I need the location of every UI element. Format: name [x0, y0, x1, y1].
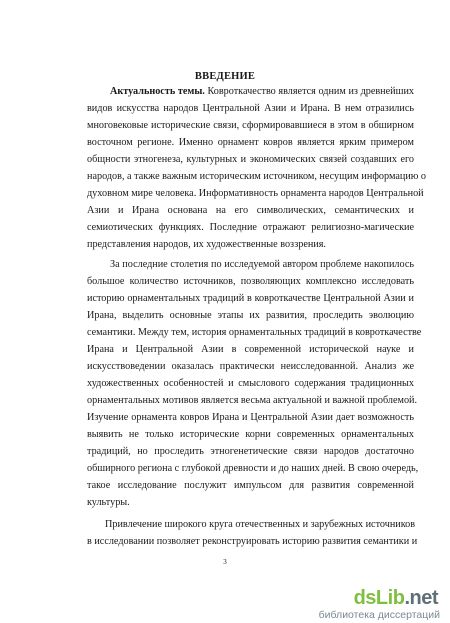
watermark-subtitle: библиотека диссертаций [318, 609, 440, 621]
page-number: 3 [223, 558, 227, 566]
watermark-logo [354, 587, 438, 610]
paragraph-line: такое исследование послужит импульсом для развития современной [87, 480, 414, 491]
line-text: Ковроткачество является одним из древнейших [204, 86, 415, 97]
paragraph-line: искусствоведении оказалась практически неисследованной. Анализ же [87, 361, 414, 372]
paragraph-line: народов, а также важным историческим источником, несущим информацию о [87, 171, 427, 182]
watermark-logo-dark: .net [404, 587, 438, 609]
paragraph-line: большое количество источников, позволяющих комплексно исследовать [87, 276, 414, 287]
watermark [276, 587, 446, 619]
paragraph-line: культуры. [87, 497, 130, 508]
paragraph-line: историю орнаментальных традиций в ковроткачестве Центральной Азии и [87, 293, 414, 304]
paragraph-line: Изучение орнамента ковров Ирана и Центральной Азии дает возможность [87, 412, 414, 423]
bold-lead: Актуальность темы. [110, 86, 205, 97]
paragraph-line: духовном мире человека. Информативность орнамента народов Центральной [87, 188, 424, 199]
paragraph-line: выявить не только исторические корни современных орнаментальных [87, 429, 414, 440]
section-heading: ВВЕДЕНИЕ [194, 71, 256, 82]
paragraph-line: орнаментальных мотивов является весьма актуальной и важной проблемой. [87, 395, 418, 406]
paragraph-line: Ирана, выделить основные этапы их развития, проследить эволюцию [87, 310, 414, 321]
paragraph-line: традиций, но проследить этногенетические связи народов достаточно [87, 446, 414, 457]
paragraph-line: Привлечение широкого круга отечественных и зарубежных источников [105, 519, 416, 530]
paragraph-line: многовековые исторические связи, сформировавшиеся в этом в обширном [87, 120, 414, 131]
paragraph-line: художественных особенностей и смыслового содержания традиционных [87, 378, 414, 389]
paragraph-line: обширного региона с глубокой древности и до наших дней. В свою очередь, [87, 463, 419, 474]
paragraph-line: общности этногенеза, культурных и экономических связей создавших его [87, 154, 414, 165]
paragraph-line: семиотических функциях. Последние отражают религиозно-магические [87, 222, 414, 233]
watermark-logo-green: dsLib [353, 587, 405, 609]
paragraph-line: За последние столетия по исследуемой автором проблеме накопилось [110, 259, 414, 270]
paragraph-line: Ирана и Центральной Азии в современной исторической науке и [87, 344, 414, 355]
paragraph-line: Азии и Ирана основана на его символических, семантических и [87, 205, 414, 216]
paragraph-line: восточном регионе. Именно орнамент ковров является ярким примером [87, 137, 414, 148]
paragraph-line: представления народов, их художественные воззрения. [87, 239, 326, 250]
paragraph-line: видов искусства народов Центральной Азии и Ирана. В нем отразились [87, 103, 414, 114]
paragraph-line: семантики. Между тем, история орнаментальных традиций в ковроткачестве [87, 327, 422, 338]
paragraph-line [110, 85, 414, 99]
paragraph-line: в исследовании позволяет реконструировать историю развития семантики и [87, 536, 418, 547]
